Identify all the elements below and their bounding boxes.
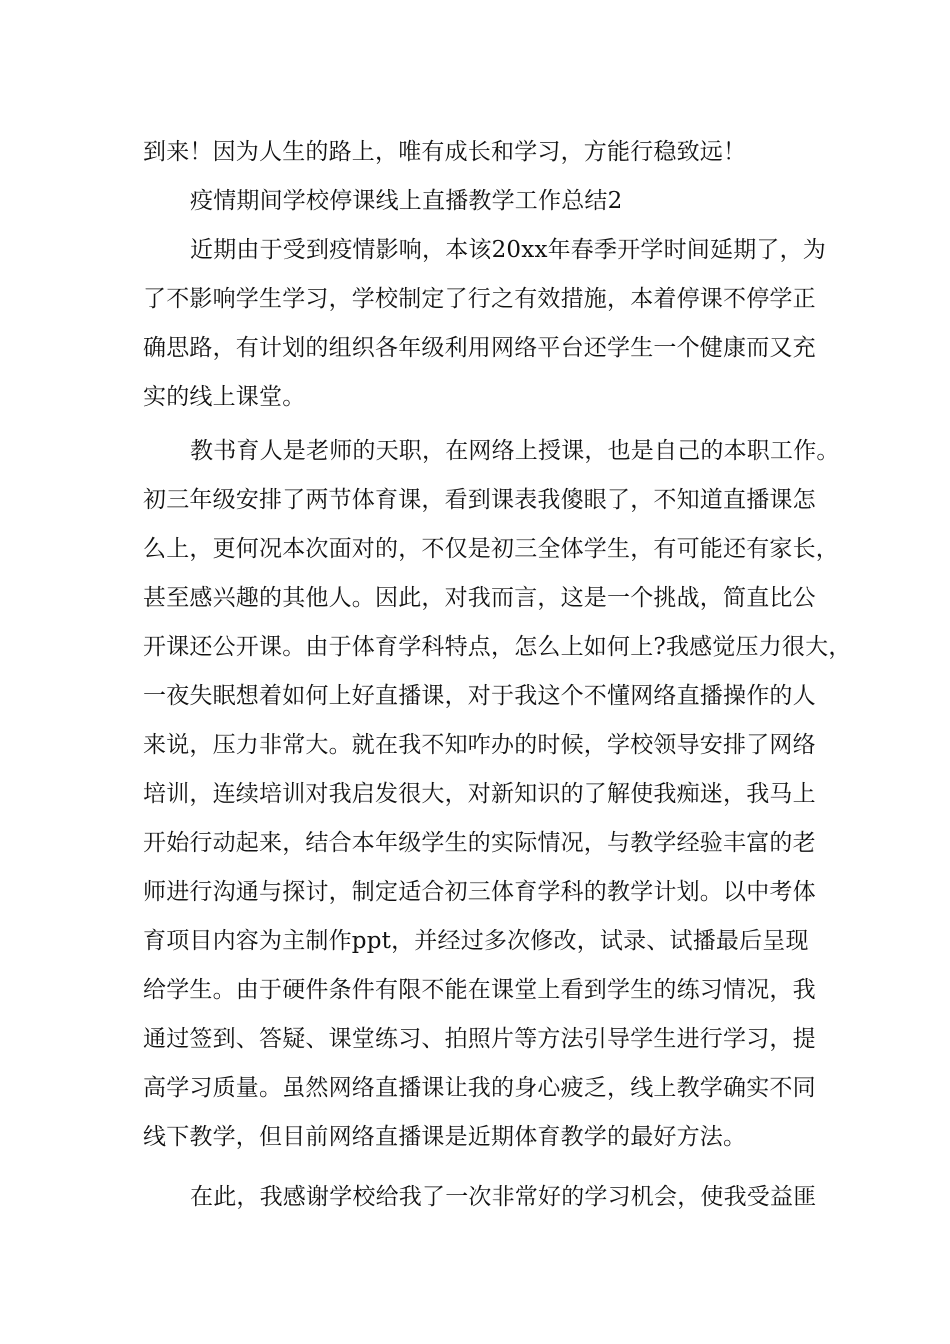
paragraph-line: 给学生。由于硬件条件有限不能在课堂上看到学生的练习情况，我 <box>143 977 816 1003</box>
section-title: 疫情期间学校停课线上直播教学工作总结2 <box>190 188 623 214</box>
paragraph-line: 近期由于受到疫情影响，本该20xx年春季开学时间延期了，为 <box>190 237 827 263</box>
paragraph-line: 了不影响学生学习，学校制定了行之有效措施，本着停课不停学正 <box>143 286 816 312</box>
paragraph-line: 甚至感兴趣的其他人。因此，对我而言，这是一个挑战，简直比公 <box>143 585 816 611</box>
paragraph-line: 实的线上课堂。 <box>143 384 306 410</box>
paragraph-line: 一夜失眠想着如何上好直播课，对于我这个不懂网络直播操作的人 <box>143 683 816 709</box>
paragraph-line: 培训，连续培训对我启发很大，对新知识的了解使我痴迷，我马上 <box>143 781 816 807</box>
paragraph-line: 师进行沟通与探讨，制定适合初三体育学科的教学计划。以中考体 <box>143 879 816 905</box>
paragraph-line: 么上，更何况本次面对的，不仅是初三全体学生，有可能还有家长， <box>143 536 839 562</box>
paragraph-line: 初三年级安排了两节体育课，看到课表我傻眼了，不知道直播课怎 <box>143 487 816 513</box>
paragraph-line: 教书育人是老师的天职，在网络上授课，也是自己的本职工作。 <box>190 438 840 464</box>
paragraph-line: 育项目内容为主制作ppt，并经过多次修改，试录、试播最后呈现 <box>143 928 809 954</box>
paragraph-line: 来说，压力非常大。就在我不知咋办的时候，学校领导安排了网络 <box>143 732 816 758</box>
paragraph-line: 确思路，有计划的组织各年级利用网络平台还学生一个健康而又充 <box>143 335 816 361</box>
paragraph-line: 通过签到、答疑、课堂练习、拍照片等方法引导学生进行学习，提 <box>143 1026 816 1052</box>
paragraph-line: 开课还公开课。由于体育学科特点，怎么上如何上?我感觉压力很大， <box>143 634 852 660</box>
paragraph-line: 在此，我感谢学校给我了一次非常好的学习机会，使我受益匪 <box>190 1184 817 1210</box>
paragraph-line: 高学习质量。虽然网络直播课让我的身心疲乏，线上教学确实不同 <box>143 1075 816 1101</box>
paragraph-line: 开始行动起来，结合本年级学生的实际情况，与教学经验丰富的老 <box>143 830 816 856</box>
paragraph-line: 线下教学，但目前网络直播课是近期体育教学的最好方法。 <box>143 1124 747 1150</box>
paragraph-line: 到来！因为人生的路上，唯有成长和学习，方能行稳致远！ <box>143 139 747 165</box>
